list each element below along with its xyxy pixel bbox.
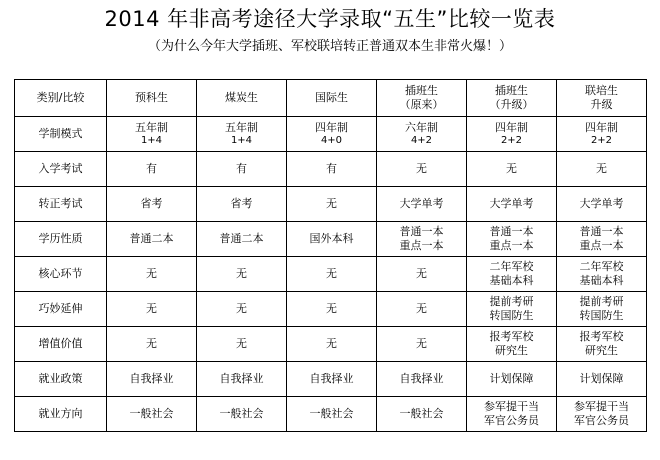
row-label <box>15 327 107 362</box>
table-cell-line: 大学单考 <box>399 197 444 210</box>
table-cell-line: 大学单考 <box>489 197 534 210</box>
table-cell <box>557 152 647 187</box>
row-label-text: 学历性质 <box>38 232 83 245</box>
table-cell <box>377 152 467 187</box>
header-cell-line: 类别/比较 <box>36 91 85 104</box>
comparison-table <box>14 79 647 432</box>
table-cell <box>197 257 287 292</box>
header-cell-line: 煤炭生 <box>225 91 258 104</box>
table-cell <box>197 327 287 362</box>
table-row <box>15 327 647 362</box>
table-cell-line: 普通二本 <box>129 232 174 245</box>
table-cell <box>557 257 647 292</box>
table-cell-line: 普通二本 <box>219 232 264 245</box>
table-cell-line: 无 <box>416 267 427 280</box>
table-cell-line: 重点一本 <box>399 239 444 252</box>
table-cell <box>557 397 647 432</box>
table-cell <box>197 187 287 222</box>
table-cell <box>287 397 377 432</box>
table-cell-line: 自我择业 <box>219 372 264 385</box>
table-cell-line: 五年制 <box>135 121 168 134</box>
table-cell <box>377 397 467 432</box>
table-cell <box>557 187 647 222</box>
table-cell-line: 无 <box>146 337 157 350</box>
table-cell-line: 自我择业 <box>309 372 354 385</box>
table-cell-line: 参军提干当 <box>574 400 629 413</box>
table-cell-line: 普通一本 <box>399 225 444 238</box>
table-cell-line: 自我择业 <box>399 372 444 385</box>
table-cell-line: 一般社会 <box>399 407 444 420</box>
table-cell <box>467 257 557 292</box>
table-cell <box>287 117 377 152</box>
row-label-text: 增值价值 <box>38 337 83 350</box>
table-cell-line: 军官公务员 <box>484 414 539 427</box>
table-cell-line: 无 <box>326 267 337 280</box>
table-cell-line: 转国防生 <box>489 309 534 322</box>
table-cell-line: 五年制 <box>225 121 258 134</box>
table-cell <box>197 152 287 187</box>
table-cell-line: 有 <box>146 162 157 175</box>
table-cell-line: 2+2 <box>590 135 613 146</box>
header-cell-line: 联培生 <box>585 84 618 97</box>
table-cell-line: 研究生 <box>585 344 618 357</box>
row-label <box>15 152 107 187</box>
table-cell-line: 无 <box>416 162 427 175</box>
row-label <box>15 222 107 257</box>
table-cell <box>377 292 467 327</box>
table-cell-line: 四年制 <box>495 121 528 134</box>
table-cell <box>107 362 197 397</box>
table-cell <box>557 222 647 257</box>
table-cell-line: 2+2 <box>500 135 523 146</box>
table-cell-line: 重点一本 <box>489 239 534 252</box>
row-label-text: 就业政策 <box>38 372 83 385</box>
table-cell-line: 参军提干当 <box>484 400 539 413</box>
table-cell-line: 一般社会 <box>129 407 174 420</box>
table-cell-line: 提前考研 <box>489 295 534 308</box>
header-cell <box>287 80 377 117</box>
table-header-row <box>15 80 647 117</box>
row-label-text: 入学考试 <box>38 162 83 175</box>
table-cell-line: 报考军校 <box>579 330 624 343</box>
table-cell <box>467 292 557 327</box>
table-cell <box>377 117 467 152</box>
table-cell-line: 无 <box>326 337 337 350</box>
table-cell-line: 无 <box>416 302 427 315</box>
table-cell <box>197 397 287 432</box>
table-cell <box>197 292 287 327</box>
table-cell-line: 四年制 <box>315 121 348 134</box>
table-cell <box>287 292 377 327</box>
table-cell-line: 普通一本 <box>579 225 624 238</box>
table-cell-line: 无 <box>236 302 247 315</box>
table-cell-line: 无 <box>146 267 157 280</box>
table-cell <box>467 117 557 152</box>
table-cell <box>467 222 557 257</box>
table-cell-line: 自我择业 <box>129 372 174 385</box>
header-cell-line: （升级） <box>489 98 534 111</box>
table-cell <box>287 257 377 292</box>
row-label <box>15 187 107 222</box>
table-cell-line: 4+0 <box>320 135 343 146</box>
header-cell-line: 国际生 <box>315 91 348 104</box>
page-subtitle: （为什么今年大学插班、军校联培转正普通双本生非常火爆！） <box>147 39 512 54</box>
row-label <box>15 117 107 152</box>
header-cell <box>557 80 647 117</box>
table-cell-line: 无 <box>506 162 517 175</box>
row-label-text: 巧妙延伸 <box>38 302 83 315</box>
table-cell-line: 4+2 <box>410 135 433 146</box>
table-cell <box>377 187 467 222</box>
table-cell <box>467 362 557 397</box>
table-cell <box>107 327 197 362</box>
table-cell <box>287 362 377 397</box>
table-cell-line: 军官公务员 <box>574 414 629 427</box>
table-cell-line: 计划保障 <box>489 372 534 385</box>
table-row <box>15 187 647 222</box>
table-cell-line: 二年军校 <box>489 260 534 273</box>
table-cell-line: 国外本科 <box>309 232 354 245</box>
table-cell-line: 二年军校 <box>579 260 624 273</box>
table-cell <box>287 152 377 187</box>
table-cell <box>107 187 197 222</box>
table-row <box>15 222 647 257</box>
table-cell-line: 研究生 <box>495 344 528 357</box>
table-cell-line: 一般社会 <box>219 407 264 420</box>
table-cell <box>197 222 287 257</box>
table-cell <box>467 397 557 432</box>
table-cell-line: 1+4 <box>140 135 163 146</box>
table-row <box>15 117 647 152</box>
header-cell-line: 升级 <box>590 98 613 111</box>
table-cell-line: 重点一本 <box>579 239 624 252</box>
table-cell <box>287 222 377 257</box>
table-cell-line: 基础本科 <box>579 274 624 287</box>
row-label <box>15 257 107 292</box>
table-cell-line: 六年制 <box>405 121 438 134</box>
row-label-text: 学制模式 <box>38 127 83 140</box>
header-cell-line: 插班生 <box>495 84 528 97</box>
table-cell <box>197 362 287 397</box>
header-cell <box>377 80 467 117</box>
table-row <box>15 257 647 292</box>
header-cell-line: 预科生 <box>135 91 168 104</box>
table-cell <box>107 257 197 292</box>
table-cell <box>287 187 377 222</box>
table-cell-line: 转国防生 <box>579 309 624 322</box>
table-cell-line: 省考 <box>230 197 253 210</box>
table-cell <box>557 117 647 152</box>
table-cell-line: 大学单考 <box>579 197 624 210</box>
table-cell-line: 报考军校 <box>489 330 534 343</box>
table-cell-line: 1+4 <box>230 135 253 146</box>
table-cell-line: 省考 <box>140 197 163 210</box>
table-cell-line: 四年制 <box>585 121 618 134</box>
page-title: 2014 年非高考途径大学录取“五生”比较一览表 <box>104 7 556 31</box>
table-cell <box>107 397 197 432</box>
table-cell-line: 计划保障 <box>579 372 624 385</box>
table-cell-line: 无 <box>416 337 427 350</box>
table-cell-line: 无 <box>596 162 607 175</box>
table-cell-line: 无 <box>326 302 337 315</box>
table-row <box>15 152 647 187</box>
header-cell-line: （原来） <box>399 98 444 111</box>
table-cell-line: 无 <box>326 197 337 210</box>
table-cell-line: 有 <box>326 162 337 175</box>
table-cell <box>287 327 377 362</box>
row-label <box>15 362 107 397</box>
table-cell-line: 一般社会 <box>309 407 354 420</box>
table-cell <box>467 187 557 222</box>
comparison-table-body <box>15 80 647 432</box>
row-label-text: 就业方向 <box>38 407 83 420</box>
row-label <box>15 292 107 327</box>
row-label <box>15 397 107 432</box>
table-cell-line: 基础本科 <box>489 274 534 287</box>
table-cell <box>107 292 197 327</box>
table-cell-line: 提前考研 <box>579 295 624 308</box>
header-cell <box>467 80 557 117</box>
table-cell-line: 无 <box>236 337 247 350</box>
row-label-text: 核心环节 <box>38 267 83 280</box>
table-cell-line: 普通一本 <box>489 225 534 238</box>
table-cell-line: 无 <box>146 302 157 315</box>
table-cell <box>107 222 197 257</box>
row-label-text: 转正考试 <box>38 197 83 210</box>
table-row <box>15 397 647 432</box>
header-cell <box>107 80 197 117</box>
table-row <box>15 362 647 397</box>
header-cell-line: 插班生 <box>405 84 438 97</box>
table-cell <box>377 222 467 257</box>
table-cell-line: 有 <box>236 162 247 175</box>
table-cell <box>197 117 287 152</box>
header-cell <box>15 80 107 117</box>
table-cell-line: 无 <box>236 267 247 280</box>
header-cell <box>197 80 287 117</box>
table-cell <box>107 117 197 152</box>
table-cell <box>377 327 467 362</box>
table-cell <box>557 362 647 397</box>
table-cell <box>467 327 557 362</box>
table-cell <box>107 152 197 187</box>
table-cell <box>557 292 647 327</box>
table-cell <box>467 152 557 187</box>
table-row <box>15 292 647 327</box>
table-cell <box>377 257 467 292</box>
table-cell <box>377 362 467 397</box>
table-cell <box>557 327 647 362</box>
